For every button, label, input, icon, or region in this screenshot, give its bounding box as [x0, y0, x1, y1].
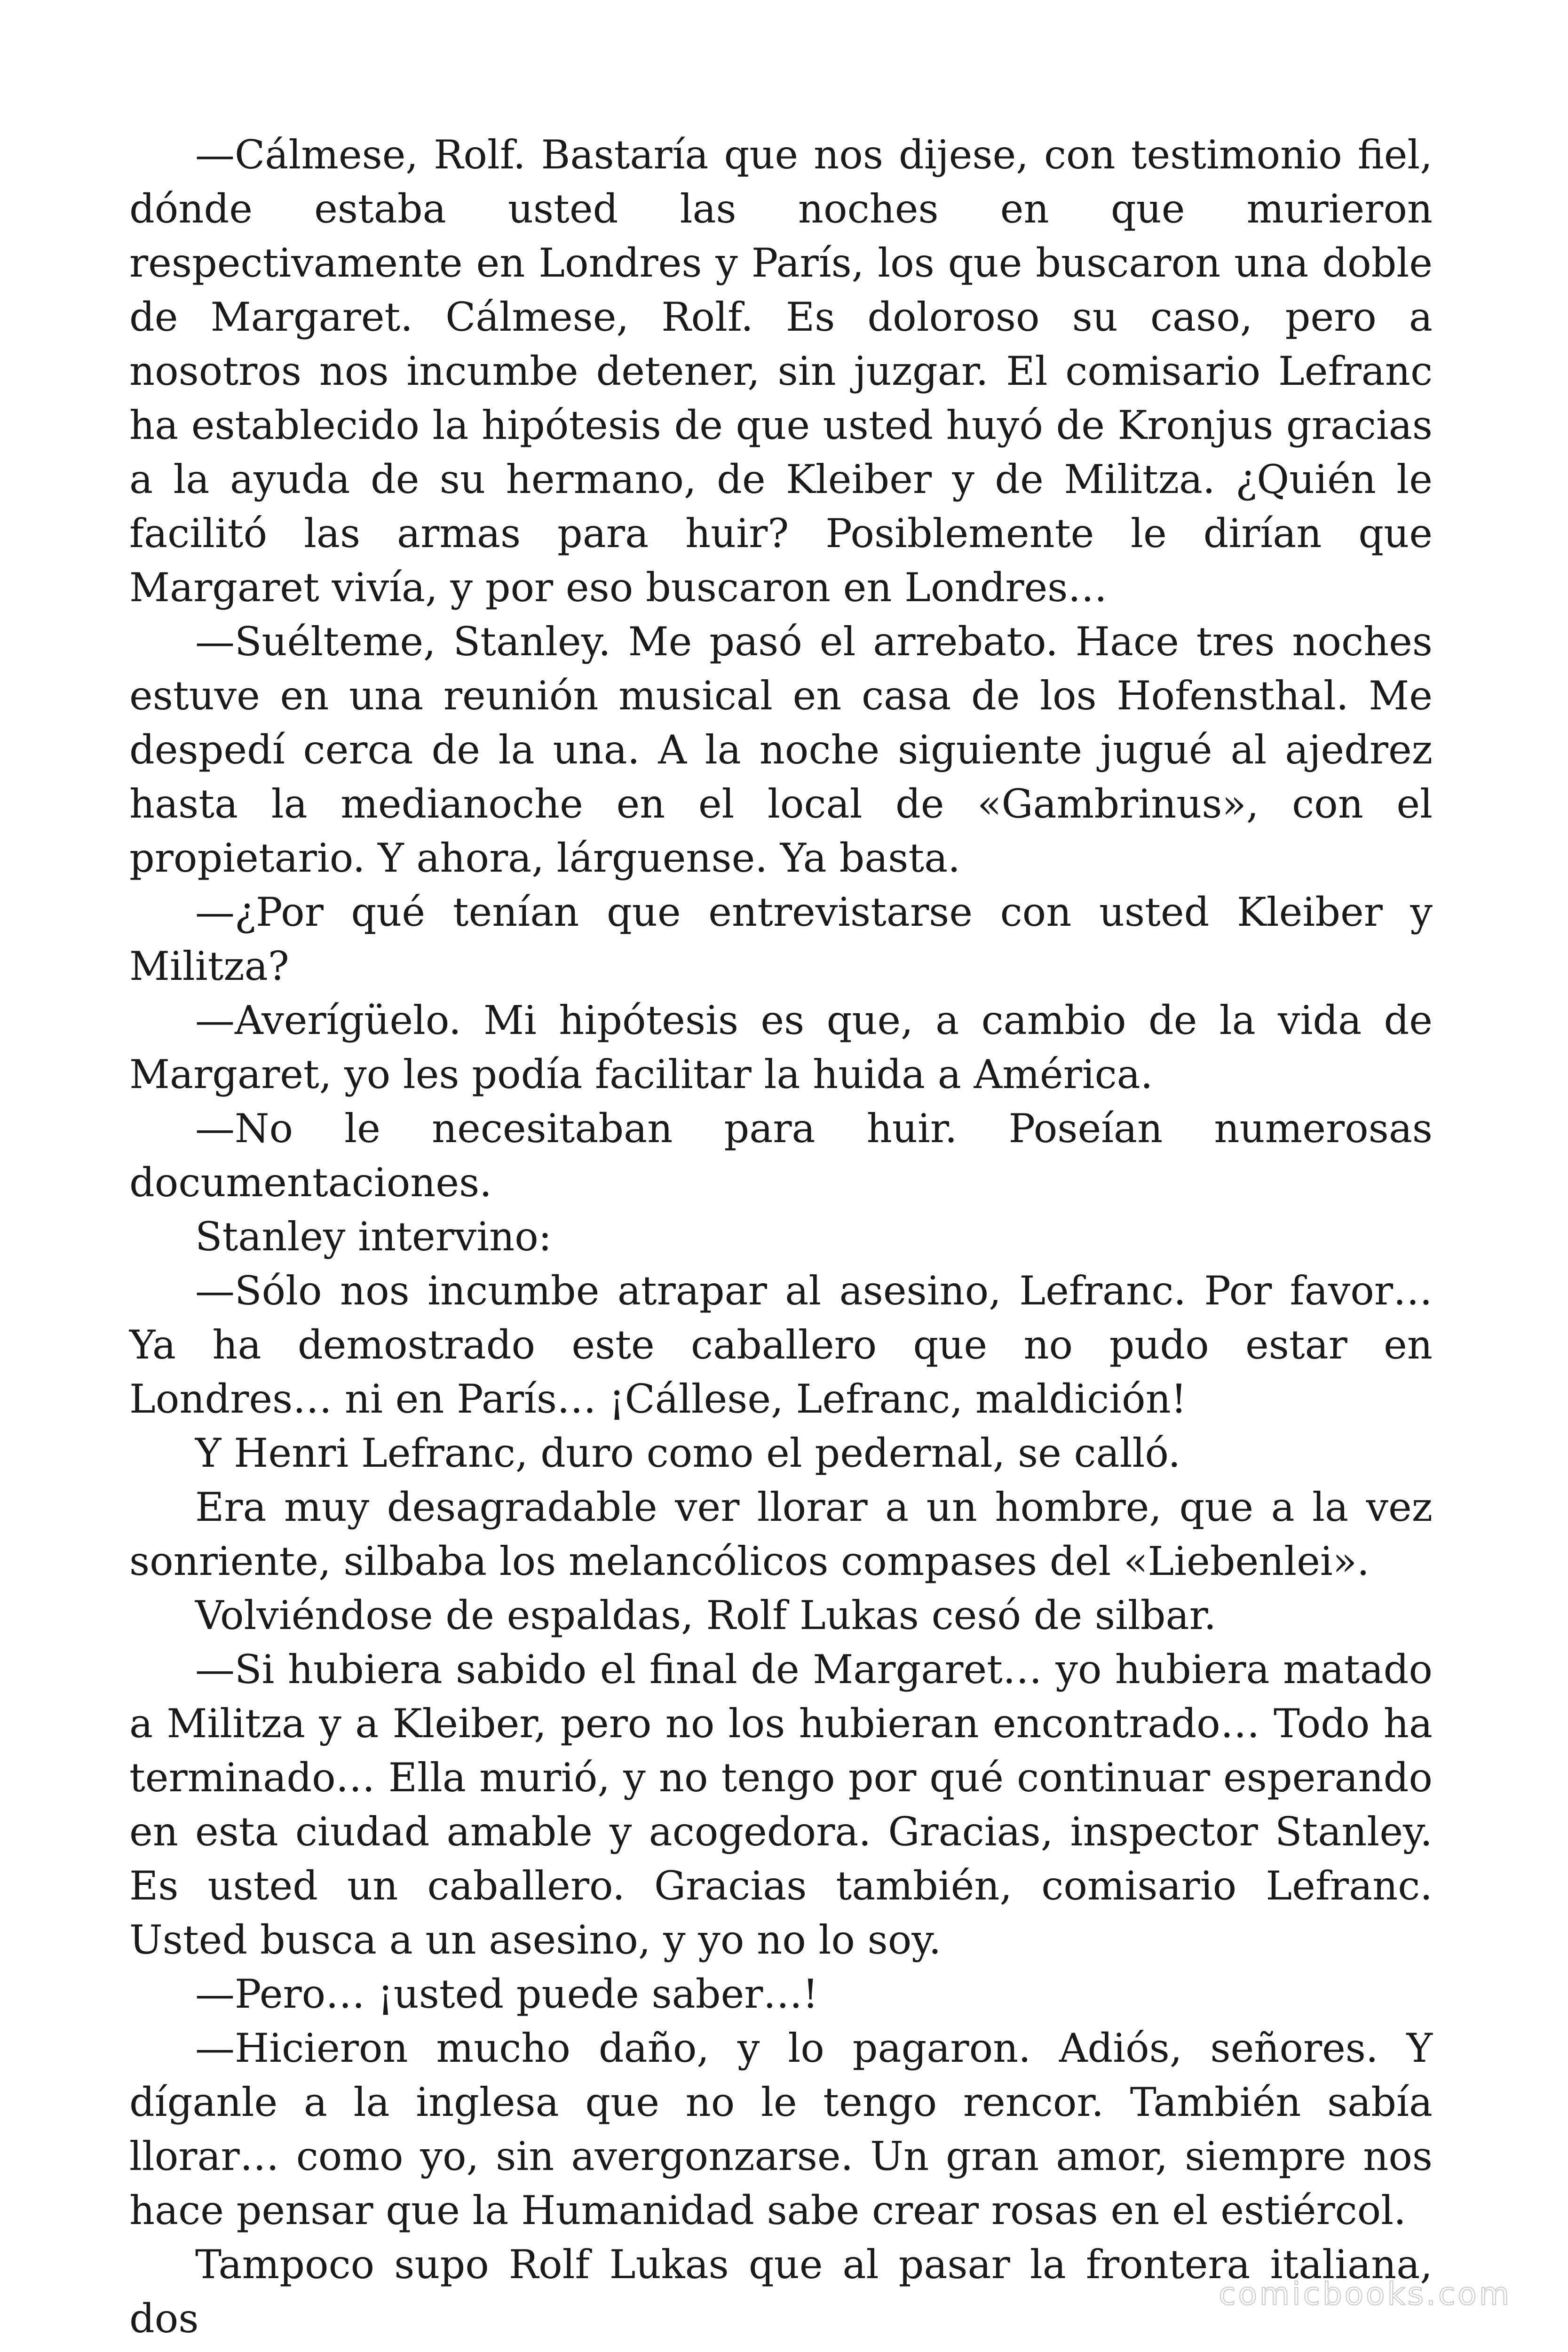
- paragraph: —Suélteme, Stanley. Me pasó el arrebato. Hace tres noches estuve en una reunión musical en casa de los Hofensthal. Me despedí cerca de la una. A la noche siguiente jugué al ajedrez hasta la medianoche en el local de «Gambrinus», con el propietario. Y ahora, lárguense. Ya basta.: [129, 619, 1433, 881]
- paragraph: —¿Por qué tenían que entrevistarse con usted Kleiber y Militza?: [129, 889, 1433, 989]
- watermark: comicbooks.com: [1219, 2276, 1512, 2312]
- paragraph: —Hicieron mucho daño, y lo pagaron. Adiós, señores. Y díganle a la inglesa que no le tengo rencor. También sabía llorar… como yo, sin avergonzarse. Un gran amor, siempre nos hace pensar que la Humanidad sabe crear rosas en el estiércol.: [129, 2025, 1433, 2233]
- paragraph: —Pero… ¡usted puede saber…!: [195, 1971, 819, 2017]
- paragraph: Tampoco supo Rolf Lukas que al pasar la frontera italiana, dos: [129, 2241, 1433, 2342]
- paragraph: Era muy desagradable ver llorar a un hombre, que a la vez sonriente, silbaba los melancólicos compases del «Liebenlei».: [129, 1484, 1433, 1584]
- paragraph: Y Henri Lefranc, duro como el pedernal, se calló.: [195, 1430, 1181, 1476]
- paragraph: Stanley intervino:: [195, 1214, 552, 1260]
- paragraph: —No le necesitaban para huir. Poseían numerosas documentaciones.: [129, 1105, 1433, 1206]
- body-text: [129, 128, 1433, 2346]
- paragraph: Volviéndose de espaldas, Rolf Lukas cesó de silbar.: [195, 1592, 1217, 1638]
- paragraph: —Si hubiera sabido el final de Margaret… yo hubiera matado a Militza y a Kleiber, pero no los hubieran encontrado… Todo ha terminado… Ella murió, y no tengo por qué continuar esperando en esta ciudad amable y acogedora. Gracias, inspector Stanley. Es usted un caballero. Gracias también, comisario Lefranc. Usted busca a un asesino, y yo no lo soy.: [129, 1646, 1433, 1963]
- paragraph: —Averígüelo. Mi hipótesis es que, a cambio de la vida de Margaret, yo les podía facilitar la huida a América.: [129, 997, 1433, 1097]
- paragraph: —Sólo nos incumbe atrapar al asesino, Lefranc. Por favor… Ya ha demostrado este caballero que no pudo estar en Londres… ni en París… ¡Cállese, Lefranc, maldición!: [129, 1268, 1433, 1422]
- paragraph: —Cálmese, Rolf. Bastaría que nos dijese, con testimonio fiel, dónde estaba usted las noches en que murieron respectivamente en Londres y París, los que buscaron una doble de Margaret. Cálmese, Rolf. Es doloroso su caso, pero a nosotros nos incumbe detener, sin juzgar. El comisario Lefranc ha establecido la hipótesis de que usted huyó de Kronjus gracias a la ayuda de su hermano, de Kleiber y de Militza. ¿Quién le facilitó las armas para huir? Posiblemente le dirían que Margaret vivía, y por eso buscaron en Londres…: [129, 132, 1433, 611]
